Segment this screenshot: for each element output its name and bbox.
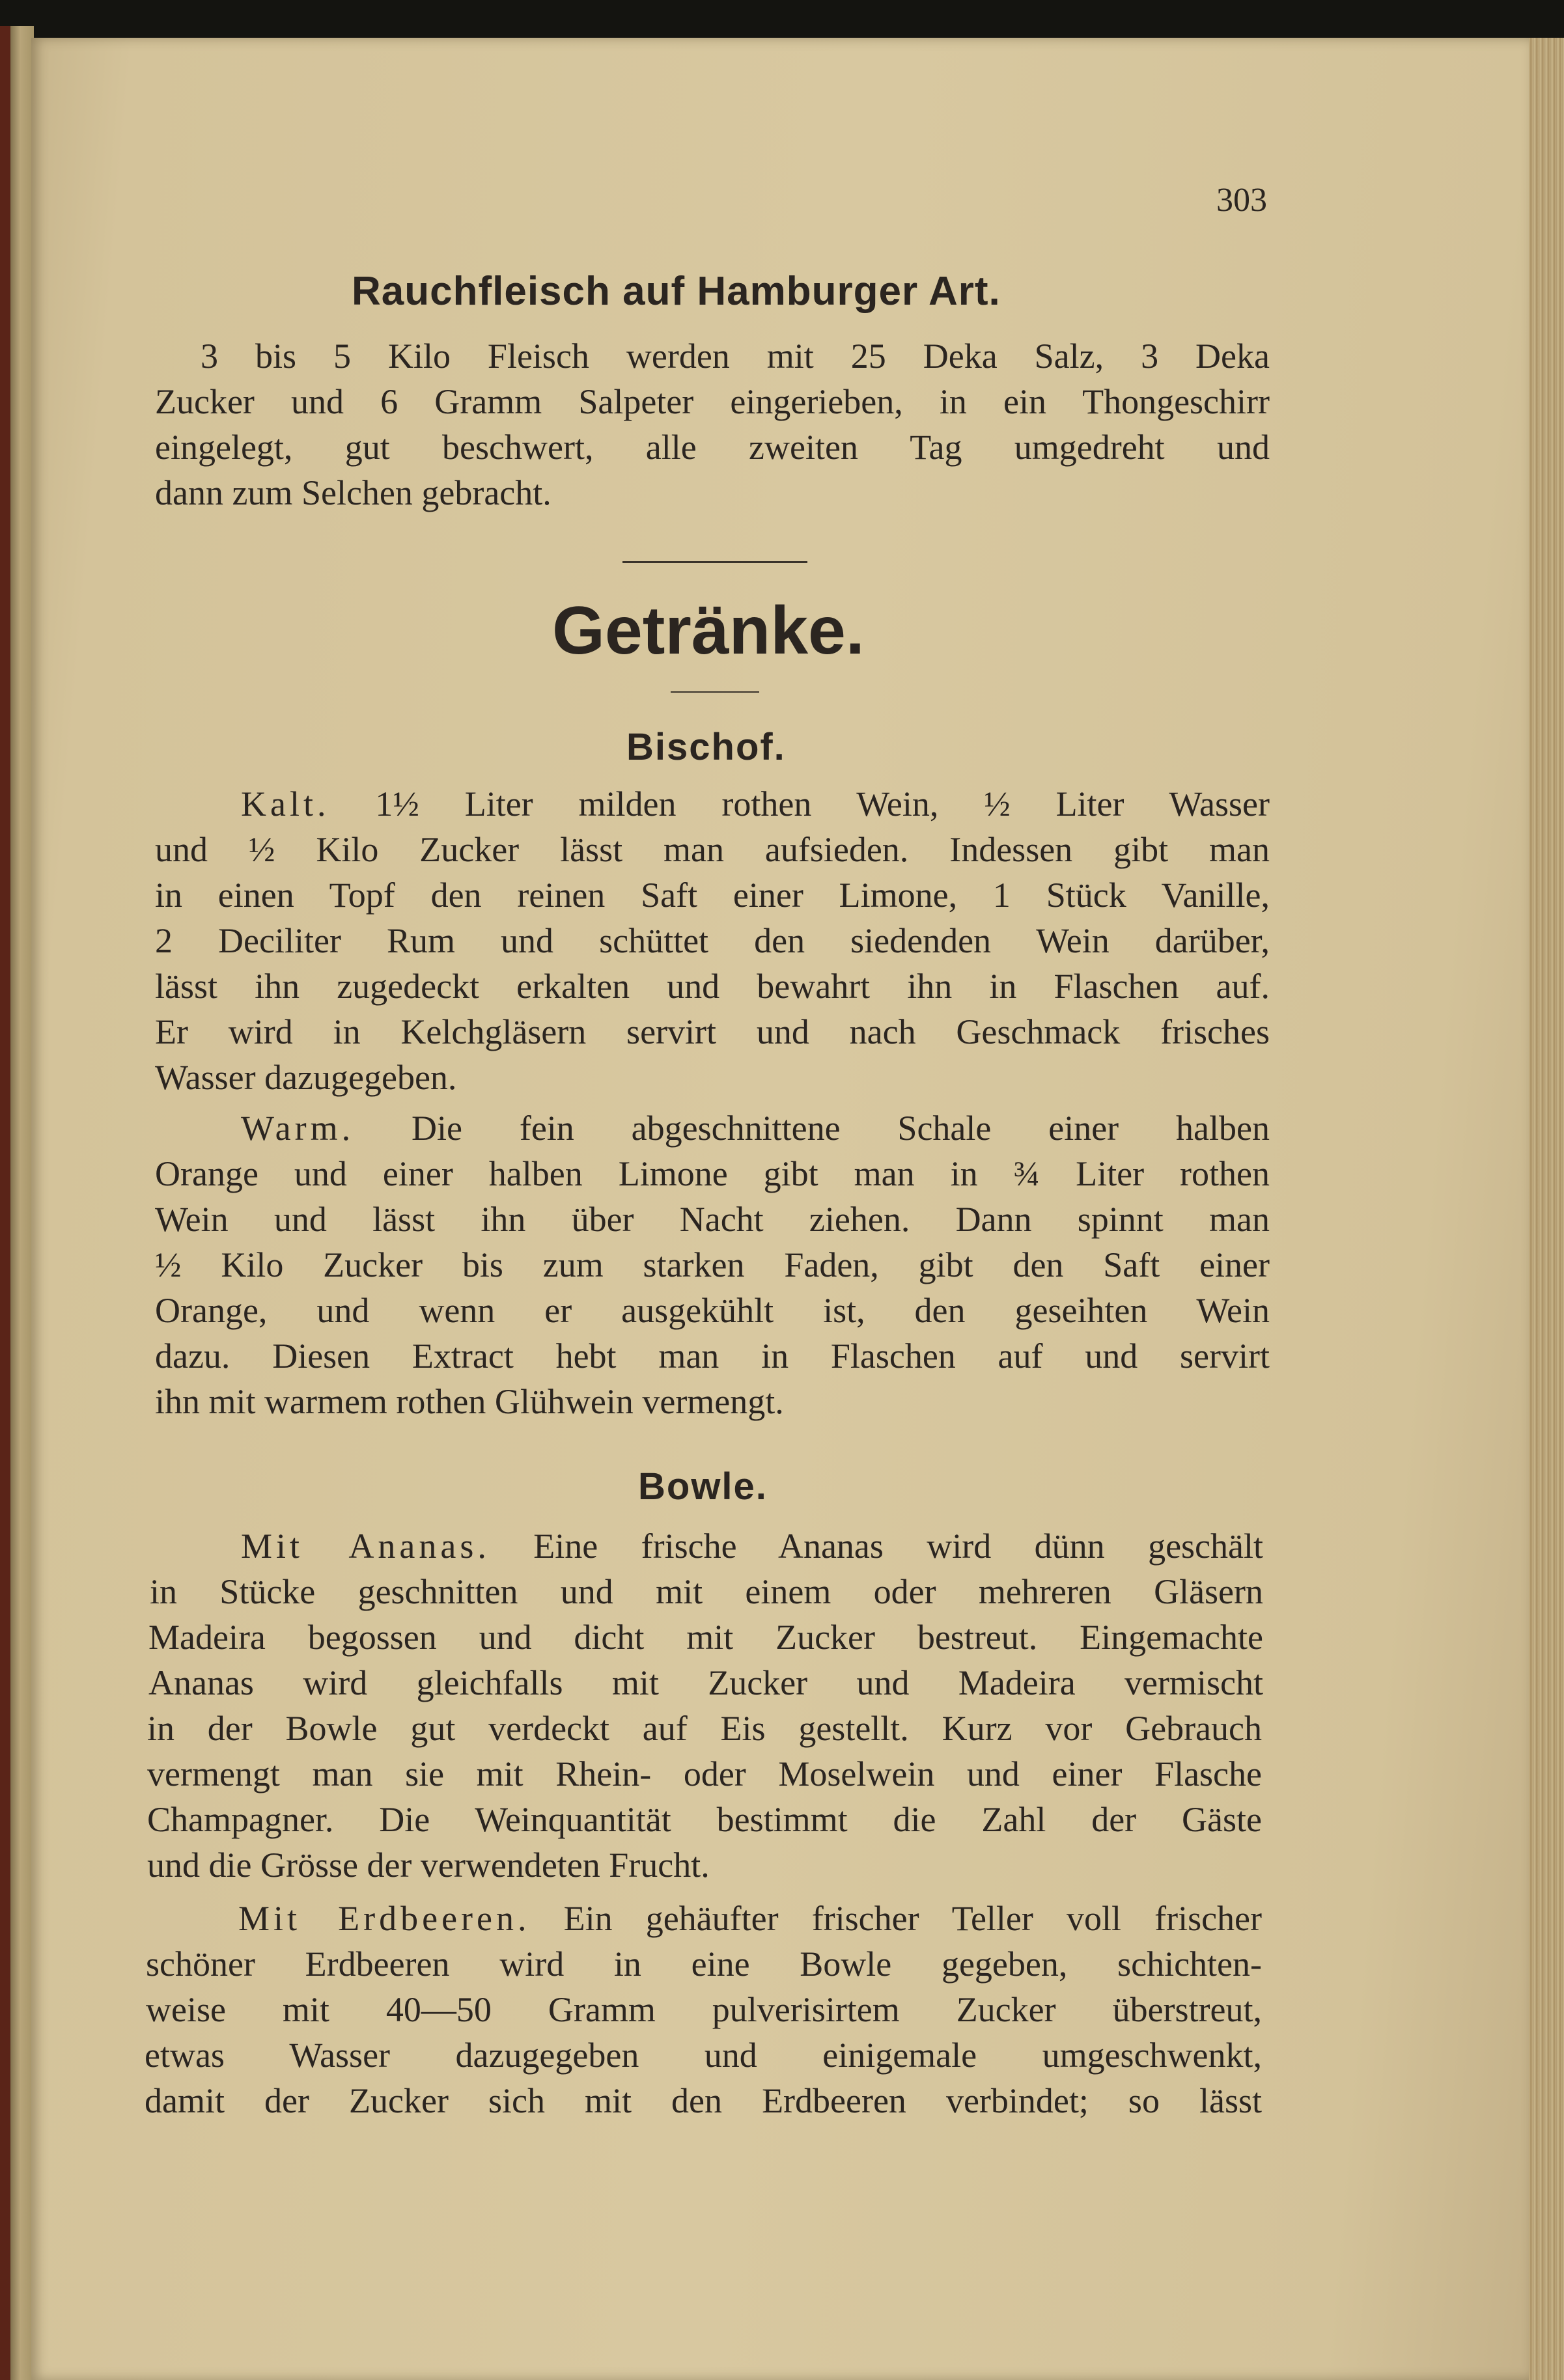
chapter-title: Getränke. [552, 593, 865, 669]
text-line: in der Bowle gut verdeckt auf Eis gestellt. Kurz vor Gebrauch [147, 1709, 1262, 1748]
text-line: und ½ Kilo Zucker lässt man aufsieden. Indessen gibt man [155, 830, 1270, 869]
text-line: damit der Zucker sich mit den Erdbeeren verbindet; so lässt [145, 2081, 1262, 2120]
text-line: Zucker und 6 Gramm Salpeter eingerieben, in ein Thongeschirr [155, 382, 1270, 421]
variant-label-ananas: Mit Ananas. [241, 1527, 490, 1566]
text-line: schöner Erdbeeren wird in eine Bowle gegeben, schichten- [146, 1944, 1262, 1984]
spine-cloth [0, 26, 10, 2380]
text-line: Orange, und wenn er ausgekühlt ist, den geseihten Wein [155, 1291, 1270, 1330]
text-line [241, 781, 1270, 827]
text-line: dazu. Diesen Extract hebt man in Flaschen auf und servirt [155, 1336, 1270, 1376]
text-line: Madeira begossen und dicht mit Zucker bestreut. Eingemachte [148, 1618, 1263, 1657]
text-line: weise mit 40—50 Gramm pulverisirtem Zucker überstreut, [146, 1990, 1262, 2029]
text-line: in einen Topf den reinen Saft einer Limone, 1 Stück Vanille, [155, 876, 1270, 915]
page-stack-edge [1527, 38, 1564, 2380]
text-line: Champagner. Die Weinquantität bestimmt die Zahl der Gäste [147, 1800, 1262, 1839]
text-line: ½ Kilo Zucker bis zum starken Faden, gibt den Saft einer [155, 1245, 1270, 1284]
text-line: vermengt man sie mit Rhein- oder Moselwein und einer Flasche [147, 1754, 1262, 1793]
text-run: Die fein abgeschnittene Schale einer halben [354, 1109, 1270, 1148]
text-line: dann zum Selchen gebracht. [155, 473, 552, 512]
text-line: eingelegt, gut beschwert, alle zweiten Tag umgedreht und [155, 428, 1270, 467]
text-line [241, 1105, 1270, 1151]
recipe-heading-bischof: Bischof. [626, 726, 786, 768]
variant-label-erdbeeren: Mit Erdbeeren. [238, 1899, 531, 1938]
text-line: Er wird in Kelchgläsern servirt und nach Geschmack frisches [155, 1012, 1270, 1051]
text-line: lässt ihn zugedeckt erkalten und bewahrt ihn in Flaschen auf. [155, 967, 1270, 1006]
text-line [238, 1896, 1262, 1941]
section-heading-rauchfleisch: Rauchfleisch auf Hamburger Art. [352, 269, 1001, 314]
text-line: ihn mit warmem rothen Glühwein vermengt. [155, 1382, 784, 1421]
text-line: 3 bis 5 Kilo Fleisch werden mit 25 Deka Salz, 3 Deka [201, 337, 1270, 376]
text-line: etwas Wasser dazugegeben und einigemale umgeschwenkt, [145, 2036, 1262, 2075]
text-line [241, 1523, 1263, 1569]
text-line: Wasser dazugegeben. [155, 1058, 457, 1097]
text-line: und die Grösse der verwendeten Frucht. [147, 1846, 710, 1885]
text-line: Ananas wird gleichfalls mit Zucker und Madeira vermischt [148, 1663, 1263, 1702]
book-spine [0, 26, 34, 2380]
title-underline [671, 691, 759, 693]
section-divider [622, 561, 807, 563]
text-run: Ein gehäufter frischer Teller voll frischer [530, 1899, 1262, 1938]
text-line: Orange und einer halben Limone gibt man in ¾ Liter rothen [155, 1154, 1270, 1193]
variant-label-kalt: Kalt. [241, 784, 330, 823]
variant-label-warm: Warm. [241, 1109, 355, 1148]
text-run: 1½ Liter milden rothen Wein, ½ Liter Wasser [329, 784, 1270, 823]
text-line: 2 Deciliter Rum und schüttet den siedenden Wein darüber, [155, 921, 1270, 960]
text-line: in Stücke geschnitten und mit einem oder mehreren Gläsern [150, 1572, 1263, 1611]
page-number: 303 [1216, 182, 1267, 219]
text-run: Eine frische Ananas wird dünn geschält [490, 1527, 1263, 1566]
text-line: Wein und lässt ihn über Nacht ziehen. Dann spinnt man [155, 1200, 1270, 1239]
recipe-heading-bowle: Bowle. [638, 1465, 768, 1508]
scan-top-border [0, 0, 1564, 43]
